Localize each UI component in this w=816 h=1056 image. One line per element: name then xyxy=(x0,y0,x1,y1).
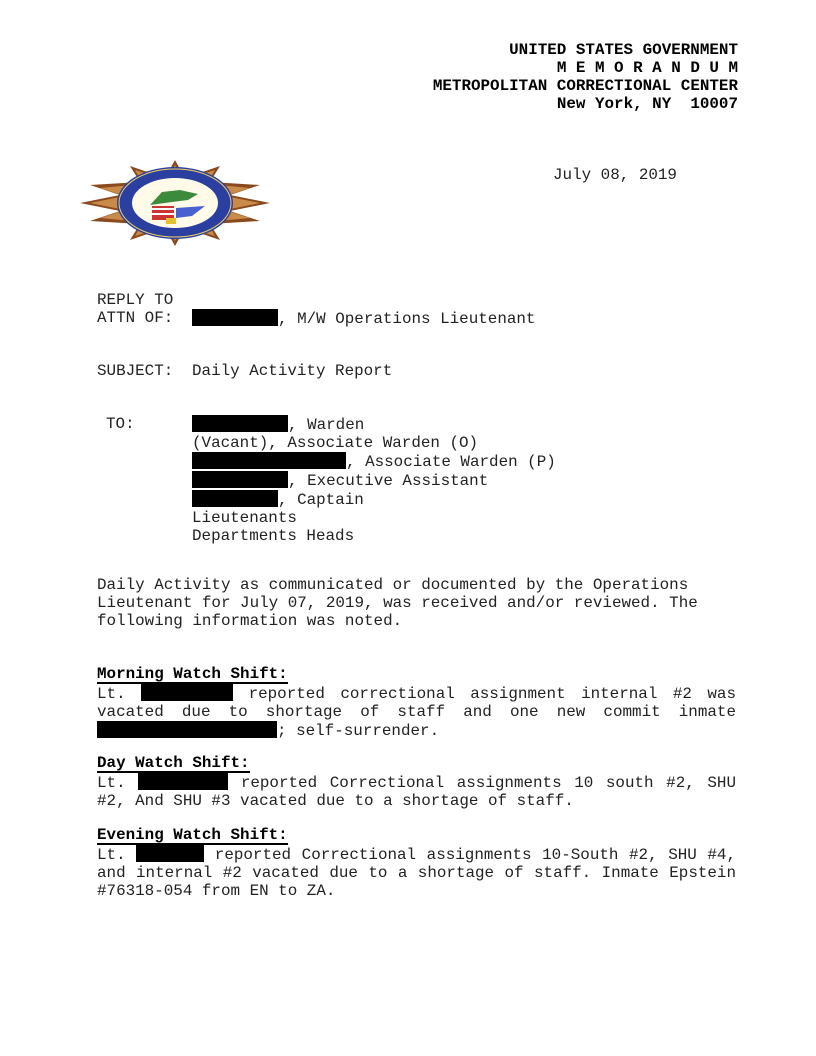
redaction xyxy=(136,845,204,862)
recipient-executive-assistant xyxy=(192,471,556,490)
day-watch-text xyxy=(97,773,736,810)
lt-prefix: Lt. xyxy=(97,685,126,703)
redaction xyxy=(192,309,278,326)
intro-paragraph xyxy=(97,576,736,630)
memo-date: July 08, 2019 xyxy=(553,166,677,184)
recipient-aw-p xyxy=(192,452,556,471)
letterhead xyxy=(433,41,738,113)
attn-of-title: , M/W Operations Lieutenant xyxy=(278,310,536,328)
morning-watch-section xyxy=(97,665,736,740)
recipient-lieutenants: Lieutenants xyxy=(192,509,297,527)
recipients-list xyxy=(192,415,556,545)
letterhead-government: UNITED STATES GOVERNMENT xyxy=(509,41,738,59)
recipient-title: , Executive Assistant xyxy=(288,472,489,490)
redaction xyxy=(192,452,346,469)
redaction xyxy=(192,471,288,488)
lt-prefix: Lt. xyxy=(97,846,126,864)
day-watch-title: Day Watch Shift: xyxy=(97,754,250,772)
attn-of-label: ATTN OF: xyxy=(97,309,174,327)
shift-body: reported Correctional assignments 10 south #2, SHU #2, And SHU #3 vacated due to a shortage of staff. xyxy=(97,774,736,810)
redaction xyxy=(141,684,233,701)
shift-body: reported Correctional assignments 10-South #2, SHU #4, and internal #2 vacated due to a shortage of staff. Inmate Epstein #76318-054 from EN to ZA. xyxy=(97,846,736,900)
redaction xyxy=(192,415,288,432)
evening-watch-title: Evening Watch Shift: xyxy=(97,826,288,844)
morning-watch-title: Morning Watch Shift: xyxy=(97,665,288,683)
recipient-title: , Captain xyxy=(278,491,364,509)
recipient-captain xyxy=(192,490,556,509)
morning-watch-text xyxy=(97,684,736,740)
recipient-warden xyxy=(192,415,556,434)
recipient-aw-o: (Vacant), Associate Warden (O) xyxy=(192,434,479,452)
redaction xyxy=(192,490,278,507)
subject-value: Daily Activity Report xyxy=(192,362,393,380)
recipient-department-heads: Departments Heads xyxy=(192,527,355,545)
redaction xyxy=(97,721,277,738)
redaction xyxy=(138,773,228,790)
evening-watch-section xyxy=(97,826,736,900)
evening-watch-text xyxy=(97,845,736,900)
attn-of-value xyxy=(192,309,535,328)
shift-body-end: ; self-surrender. xyxy=(277,722,440,740)
bop-seal-logo xyxy=(80,160,270,246)
lt-prefix: Lt. xyxy=(97,774,126,792)
reply-to-label: REPLY TO xyxy=(97,291,174,309)
subject-label: SUBJECT: xyxy=(97,362,174,380)
intro-text: Daily Activity as communicated or documented by the Operations Lieutenant for July 07, 2019, was received and/or reviewed. The following information was noted. xyxy=(97,576,698,630)
letterhead-memorandum: M E M O R A N D U M xyxy=(556,59,738,77)
to-label: TO: xyxy=(106,415,135,433)
letterhead-address: New York, NY 10007 xyxy=(556,95,738,113)
shift-body: reported correctional assignment internal #2 was vacated due to shortage of staff and one new commit inmate xyxy=(97,685,736,721)
recipient-title: , Warden xyxy=(288,416,365,434)
recipient-title: , Associate Warden (P) xyxy=(346,453,556,471)
day-watch-section xyxy=(97,754,736,810)
letterhead-institution: METROPOLITAN CORRECTIONAL CENTER xyxy=(432,77,738,95)
